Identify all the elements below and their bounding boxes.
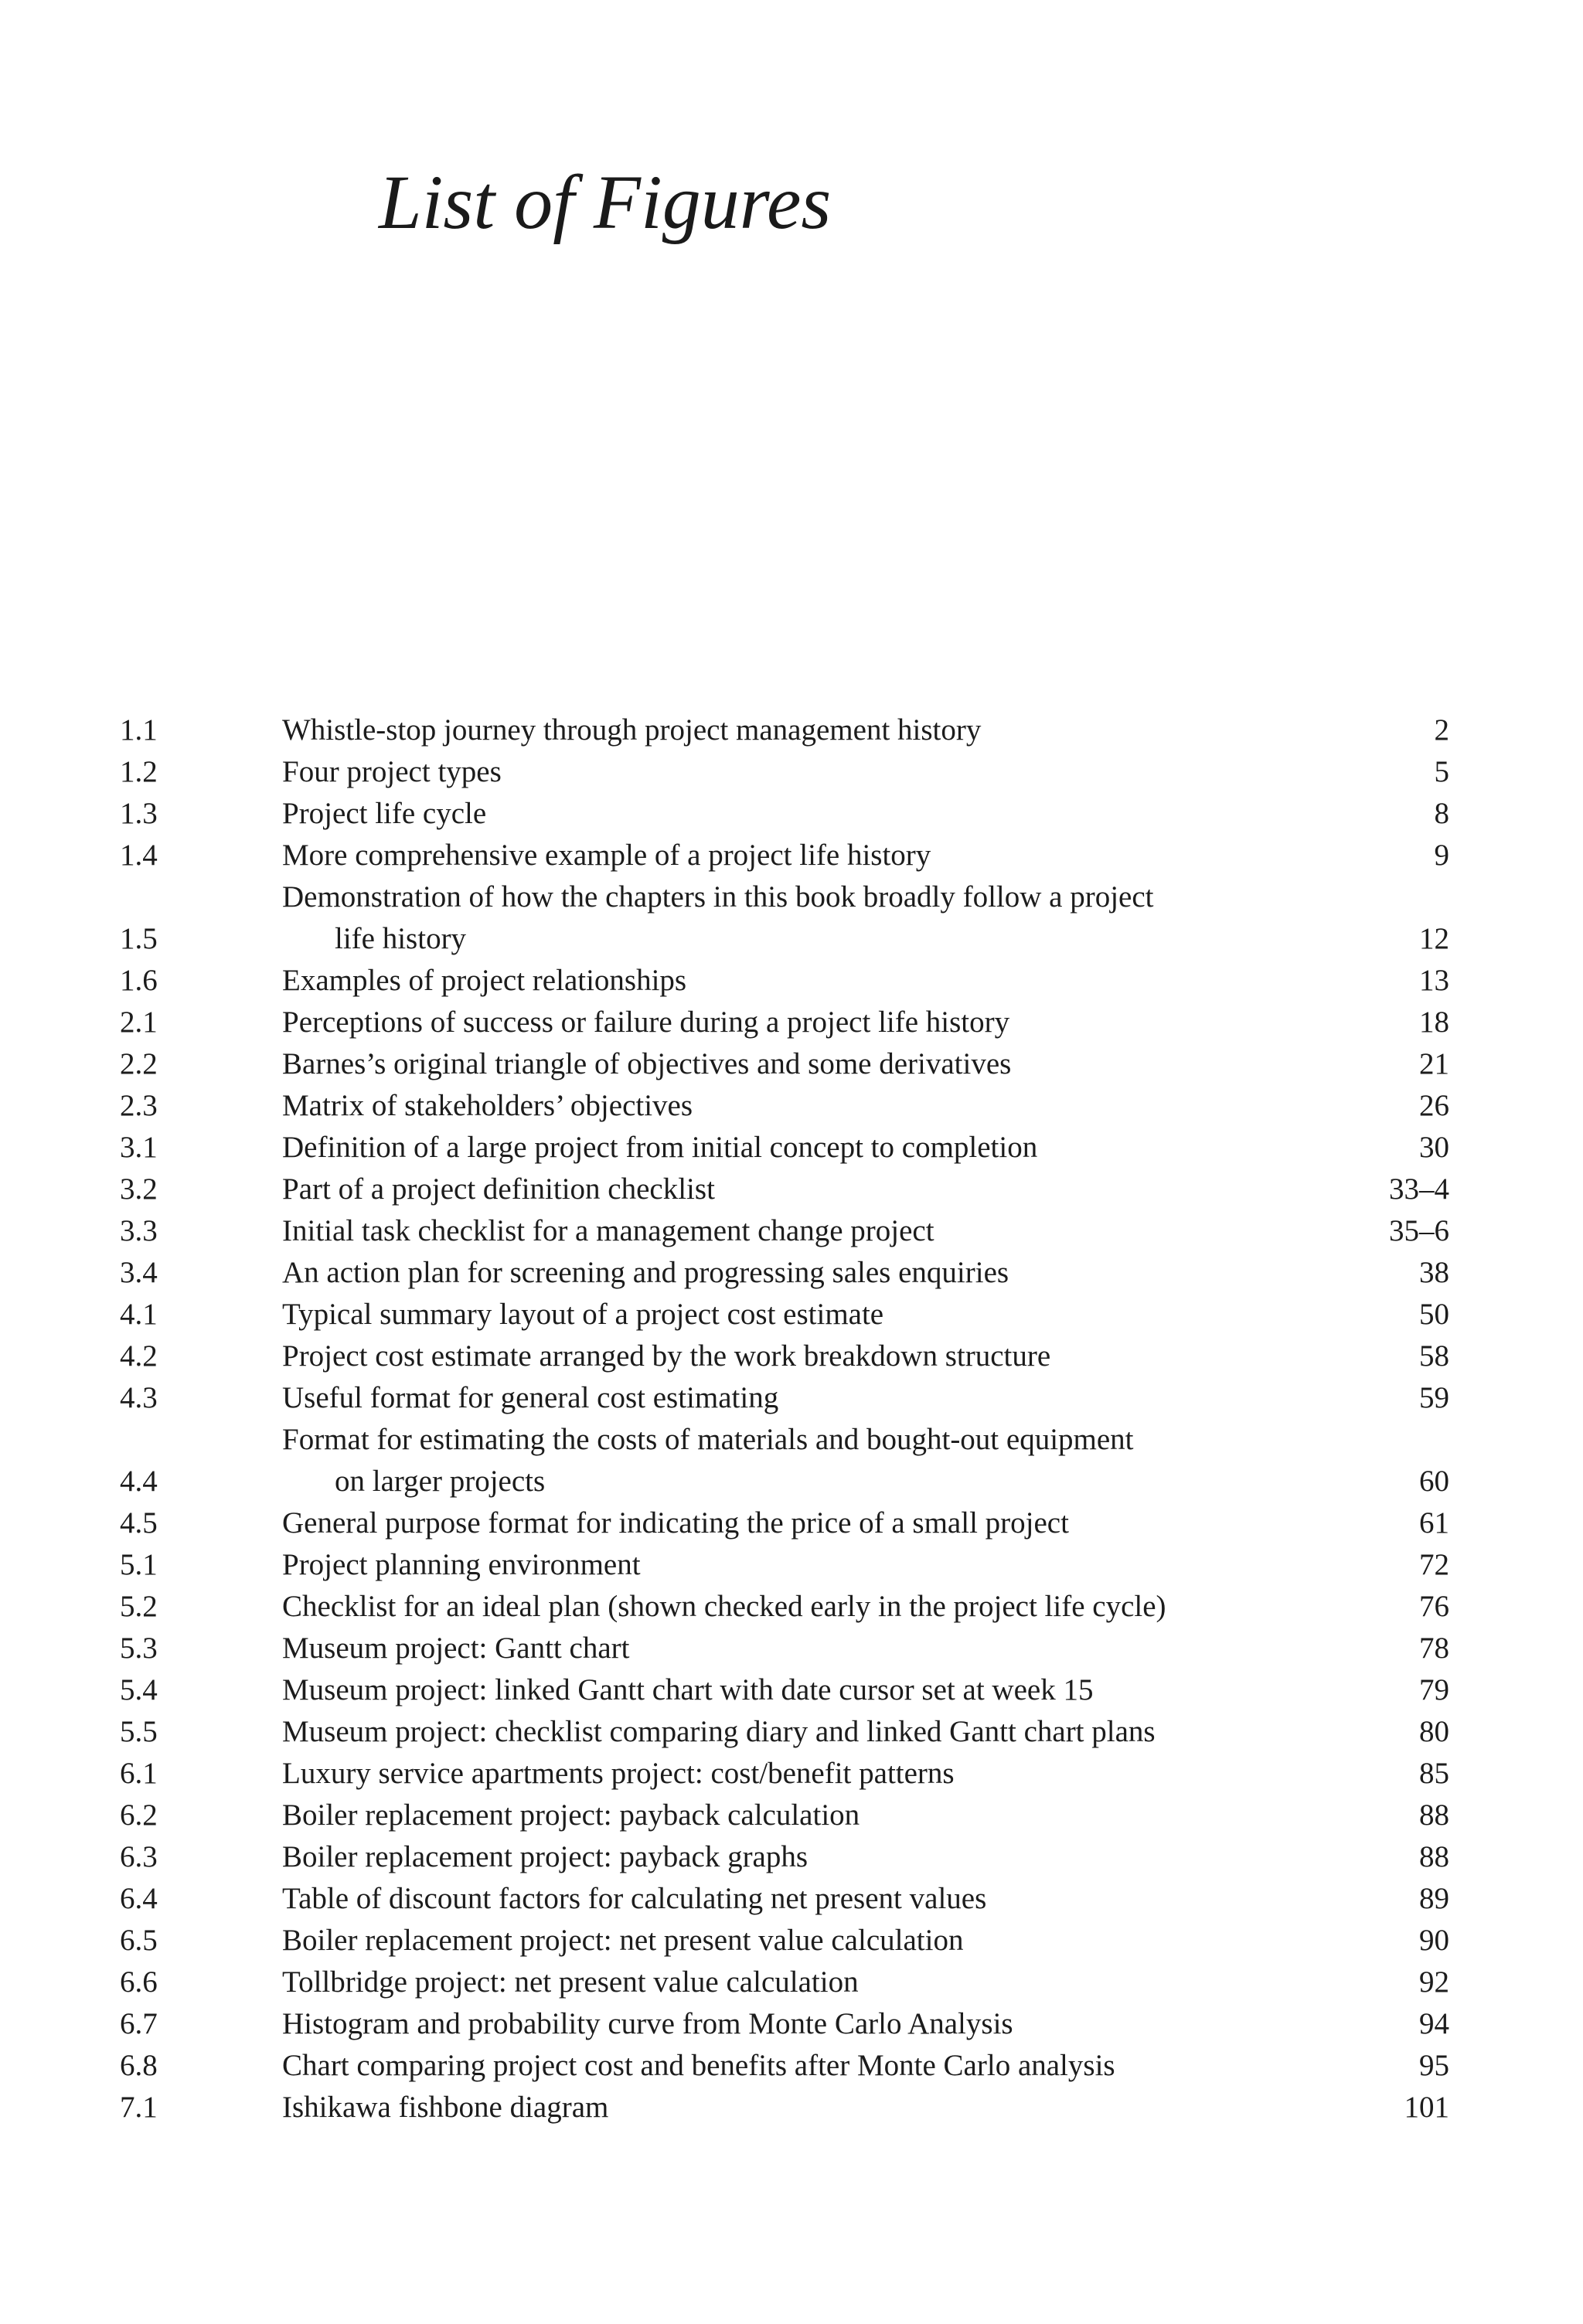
figure-caption [282, 751, 1310, 793]
figure-entry [120, 1669, 1449, 1711]
figure-page-number: 9 [1434, 839, 1449, 872]
figure-entry [120, 1252, 1449, 1294]
figure-number: 6.3 [120, 1840, 158, 1873]
figure-entry [120, 1836, 1449, 1878]
figure-page-number: 85 [1419, 1757, 1449, 1790]
figure-page-number: 38 [1419, 1256, 1449, 1289]
figure-caption [282, 1586, 1310, 1628]
figure-page-number: 61 [1419, 1506, 1449, 1540]
figure-caption-line: Barnes’s original triangle of objectives and some derivatives [282, 1047, 1012, 1080]
figure-caption [282, 1711, 1310, 1753]
figure-entry [120, 1544, 1449, 1586]
figure-entry [120, 1002, 1449, 1043]
figure-page-number: 50 [1419, 1298, 1449, 1331]
figure-caption [282, 1669, 1310, 1711]
figure-caption [282, 1878, 1310, 1920]
figure-caption-line: Project life cycle [282, 797, 487, 830]
figure-page-number: 33–4 [1389, 1172, 1449, 1206]
figure-caption [282, 1544, 1310, 1586]
figure-caption [282, 1169, 1310, 1210]
figure-entry [120, 2045, 1449, 2087]
figure-caption [282, 1962, 1310, 2003]
figure-caption [282, 1502, 1310, 1544]
figure-number: 6.4 [120, 1882, 158, 1915]
figure-caption [282, 1753, 1310, 1795]
figure-page-number: 12 [1419, 922, 1449, 955]
figure-caption-line: Part of a project definition checklist [282, 1172, 715, 1206]
figure-number: 2.3 [120, 1089, 158, 1122]
figure-entry [120, 1169, 1449, 1210]
figure-caption [282, 1210, 1310, 1252]
figure-entry [120, 1377, 1449, 1419]
figure-page-number: 90 [1419, 1924, 1449, 1957]
figure-entry [120, 1920, 1449, 1962]
figure-number: 4.3 [120, 1381, 158, 1414]
figure-caption-line: Ishikawa fishbone diagram [282, 2091, 609, 2124]
figure-number: 6.8 [120, 2049, 158, 2082]
figure-page-number: 89 [1419, 1882, 1449, 1915]
figure-page-number: 35–6 [1389, 1214, 1449, 1247]
figure-number: 6.5 [120, 1924, 158, 1957]
figure-page-number: 78 [1419, 1632, 1449, 1665]
figure-caption-line: Museum project: linked Gantt chart with date cursor set at week 15 [282, 1673, 1094, 1706]
figure-entry [120, 1962, 1449, 2003]
figure-entry [120, 960, 1449, 1002]
figure-number: 1.4 [120, 839, 158, 872]
figure-number: 7.1 [120, 2091, 158, 2124]
figure-caption-line: Whistle-stop journey through project management history [282, 713, 982, 747]
figure-number: 6.1 [120, 1757, 158, 1790]
figure-page-number: 76 [1419, 1590, 1449, 1623]
figure-caption-line: Project cost estimate arranged by the work breakdown structure [282, 1339, 1051, 1373]
figure-caption-line: Museum project: checklist comparing diary and linked Gantt chart plans [282, 1715, 1156, 1748]
figure-number: 6.6 [120, 1965, 158, 1999]
figure-number: 1.2 [120, 755, 158, 788]
figure-number: 4.1 [120, 1298, 158, 1331]
figure-caption-line: Matrix of stakeholders’ objectives [282, 1089, 693, 1122]
figure-number: 3.4 [120, 1256, 158, 1289]
figure-page-number: 30 [1419, 1131, 1449, 1164]
figure-caption [282, 1377, 1310, 1419]
figure-caption [282, 1043, 1310, 1085]
figure-page-number: 101 [1404, 2091, 1449, 2124]
figure-caption-line: Checklist for an ideal plan (shown checked early in the project life cycle) [282, 1590, 1166, 1623]
figure-caption-line: Demonstration of how the chapters in this book broadly follow a project [282, 880, 1154, 914]
figure-entry [120, 835, 1449, 876]
figure-page-number: 13 [1419, 964, 1449, 997]
figure-caption-line: Four project types [282, 755, 502, 788]
figure-entry [120, 1043, 1449, 1085]
figure-number: 3.1 [120, 1131, 158, 1164]
figure-caption [282, 1127, 1310, 1169]
figure-caption [282, 2087, 1310, 2128]
figure-entry [120, 1795, 1449, 1836]
figure-page-number: 79 [1419, 1673, 1449, 1706]
figure-caption-line: Boiler replacement project: net present value calculation [282, 1924, 964, 1957]
figure-number: 3.2 [120, 1172, 158, 1206]
figure-entry [120, 1753, 1449, 1795]
figure-entry [120, 1586, 1449, 1628]
figure-caption [282, 1252, 1310, 1294]
figure-caption [282, 2045, 1310, 2087]
figure-caption [282, 709, 1310, 751]
figure-caption-line: Definition of a large project from initial concept to completion [282, 1131, 1038, 1164]
figure-entry [120, 1419, 1449, 1502]
figure-page-number: 26 [1419, 1089, 1449, 1122]
figure-caption [282, 876, 1310, 960]
figure-number: 1.5 [120, 922, 158, 955]
figure-caption-line: Format for estimating the costs of materials and bought-out equipment [282, 1423, 1134, 1456]
figure-caption-line: An action plan for screening and progressing sales enquiries [282, 1256, 1009, 1289]
figure-caption [282, 1628, 1310, 1669]
figure-entry [120, 1878, 1449, 1920]
figure-caption-line: General purpose format for indicating the price of a small project [282, 1506, 1069, 1540]
figure-caption-line: Museum project: Gantt chart [282, 1632, 630, 1665]
figure-caption [282, 1795, 1310, 1836]
figure-number: 5.1 [120, 1548, 158, 1581]
figure-caption-line: Perceptions of success or failure during a project life history [282, 1005, 1010, 1039]
figure-page-number: 88 [1419, 1798, 1449, 1832]
figure-number: 5.2 [120, 1590, 158, 1623]
figure-caption [282, 2003, 1310, 2045]
figure-caption [282, 1002, 1310, 1043]
figure-page-number: 80 [1419, 1715, 1449, 1748]
figure-caption [282, 960, 1310, 1002]
figure-list [120, 709, 1449, 2128]
figure-caption-continuation: on larger projects [335, 1465, 546, 1498]
figure-entry [120, 1628, 1449, 1669]
figure-page-number: 72 [1419, 1548, 1449, 1581]
figure-page-number: 58 [1419, 1339, 1449, 1373]
figure-caption-line: Boiler replacement project: payback graphs [282, 1840, 809, 1873]
figure-caption-line: Initial task checklist for a management change project [282, 1214, 934, 1247]
figure-caption [282, 835, 1310, 876]
figure-caption [282, 1419, 1310, 1502]
figure-number: 2.2 [120, 1047, 158, 1080]
figure-entry [120, 1085, 1449, 1127]
figure-entry [120, 1502, 1449, 1544]
figure-number: 6.7 [120, 2007, 158, 2040]
figure-caption-line: Table of discount factors for calculating net present values [282, 1882, 987, 1915]
figure-number: 4.2 [120, 1339, 158, 1373]
figure-caption-line: Boiler replacement project: payback calculation [282, 1798, 860, 1832]
figure-page-number: 8 [1434, 797, 1449, 830]
figure-page-number: 2 [1434, 713, 1449, 747]
figure-caption [282, 1085, 1310, 1127]
figure-caption-line: Chart comparing project cost and benefits after Monte Carlo analysis [282, 2049, 1115, 2082]
figure-number: 5.4 [120, 1673, 158, 1706]
figure-page-number: 59 [1419, 1381, 1449, 1414]
figure-entry [120, 1294, 1449, 1336]
figure-caption-line: More comprehensive example of a project life history [282, 839, 931, 872]
figure-caption-line: Histogram and probability curve from Monte Carlo Analysis [282, 2007, 1013, 2040]
figure-page-number: 88 [1419, 1840, 1449, 1873]
figure-caption [282, 1836, 1310, 1878]
figure-caption [282, 1336, 1310, 1377]
figure-caption-line: Tollbridge project: net present value calculation [282, 1965, 859, 1999]
figure-page-number: 18 [1419, 1005, 1449, 1039]
figure-caption [282, 1920, 1310, 1962]
figure-entry [120, 1127, 1449, 1169]
figure-number: 5.5 [120, 1715, 158, 1748]
figure-number: 4.4 [120, 1465, 158, 1498]
figure-page-number: 5 [1434, 755, 1449, 788]
figure-caption-line: Useful format for general cost estimating [282, 1381, 779, 1414]
figure-page-number: 95 [1419, 2049, 1449, 2082]
figure-number: 3.3 [120, 1214, 158, 1247]
figure-caption-line: Project planning environment [282, 1548, 641, 1581]
figure-number: 6.2 [120, 1798, 158, 1832]
figure-page-number: 60 [1419, 1465, 1449, 1498]
figure-entry [120, 876, 1449, 960]
figure-entry [120, 1210, 1449, 1252]
figure-number: 2.1 [120, 1005, 158, 1039]
figure-page-number: 21 [1419, 1047, 1449, 1080]
figure-entry [120, 1336, 1449, 1377]
figure-entry [120, 793, 1449, 835]
figure-number: 5.3 [120, 1632, 158, 1665]
figure-entry [120, 709, 1449, 751]
page-title: List of Figures [379, 159, 832, 245]
figure-entry [120, 2003, 1449, 2045]
figure-caption [282, 793, 1310, 835]
figure-caption-line: Examples of project relationships [282, 964, 687, 997]
figure-entry [120, 751, 1449, 793]
figure-caption-line: Luxury service apartments project: cost/benefit patterns [282, 1757, 955, 1790]
figure-number: 4.5 [120, 1506, 158, 1540]
figure-entry [120, 1711, 1449, 1753]
figure-caption-line: Typical summary layout of a project cost estimate [282, 1298, 884, 1331]
figure-entry [120, 2087, 1449, 2128]
figure-number: 1.3 [120, 797, 158, 830]
figure-page-number: 94 [1419, 2007, 1449, 2040]
figure-number: 1.6 [120, 964, 158, 997]
figure-number: 1.1 [120, 713, 158, 747]
figure-caption-continuation: life history [335, 922, 467, 955]
figure-caption [282, 1294, 1310, 1336]
figure-page-number: 92 [1419, 1965, 1449, 1999]
